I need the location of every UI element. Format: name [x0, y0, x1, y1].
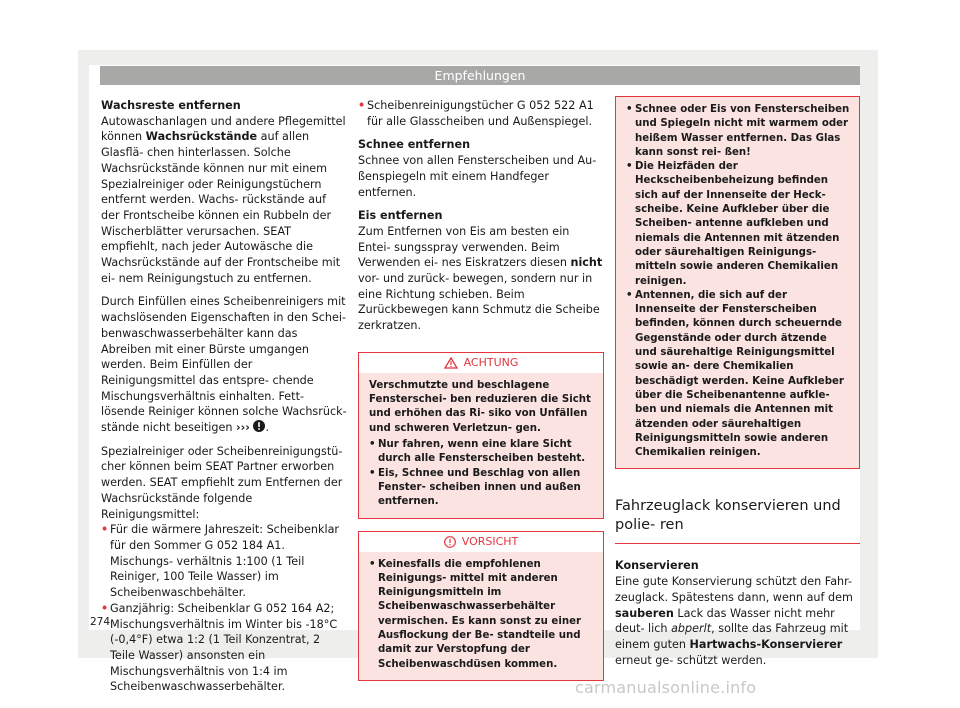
- paragraph-schnee: Schnee von allen Fensterscheiben und Au- ßenspiegeln mit einem Handfeger entfernen.: [358, 154, 597, 199]
- caution-box-header: VORSICHT: [359, 532, 603, 552]
- warning-box-header: ACHTUNG: [359, 353, 603, 373]
- paragraph-wachs-1: Autowaschanlagen und andere Pflegemittel können Wachsrückstände auf allen Glasflä- chen hinterlassen. Solche Wachsrückstände können nur mit einem Spezialreiniger oder Reinigungstüchern entfernt werden. Wachs- rückstände auf der Frontscheibe können ein Rubbeln der Wischerblätter verursachen. SEAT empfiehlt, nach jeder Autowäsche die Wachsrückstände auf der Frontscheibe mit ei- nem Reinigungstuch zu entfernen.: [101, 114, 346, 285]
- heading-schnee: Schnee entfernen: [358, 138, 471, 152]
- column-left: [101, 98, 347, 695]
- caution-box-continued: [615, 96, 860, 469]
- list-item: • Nur fahren, wenn eine klare Sicht durch alle Fensterscheiben besteht.: [369, 439, 586, 465]
- heading-konservieren: Konservieren: [615, 559, 699, 573]
- column-middle: [358, 98, 604, 681]
- paragraph-wachs-2: Durch Einfüllen eines Scheibenreinigers mit wachslösenden Eigenschaften in den Schei- benwaschwasserbehälter kann das Abreiben mit einer Bürste umgangen werden. Beim Einfüllen der Reinigungsmittel das entspre- chende Mischungsverhältnis einhalten. Fett- lösende Reiniger können solche Wachsrück- stände nicht beseitigen ››› .: [101, 295, 347, 435]
- page-number: 274: [90, 616, 111, 628]
- page-header: Empfehlungen: [100, 66, 860, 85]
- list-item: • Schnee oder Eis von Fensterscheiben und Spiegeln nicht mit warmem oder heißem Wasser entfernen. Das Glas kann sonst rei- ßen!: [626, 104, 850, 158]
- heading-wachsreste: Wachsreste entfernen: [101, 99, 241, 112]
- caution-box-body: [616, 97, 859, 468]
- caution-box-vorsicht: [358, 531, 604, 681]
- paragraph-konservieren: Eine gute Konservierung schützt den Fahr- zeuglack. Spätestens dann, wenn auf dem sauberen Lack das Wasser nicht mehr deut- lich abperlt, sollte das Fahrzeug mit einem guten Hartwachs-Konservierer erneut ge- schützt werden.: [615, 575, 853, 667]
- paragraph-eis: Zum Entfernen von Eis am besten ein Entei- sungsspray verwenden. Beim Verwenden ei- nes Eiskratzers diesen nicht vor- und zurück- bewegen, sondern nur in eine Richtung schieben. Beim Zurückbewegen kann Schmutz die Scheibe zerkratzen.: [358, 224, 603, 333]
- watermark: carmanualsonline.info: [575, 678, 757, 697]
- warning-box-achtung: [358, 352, 604, 519]
- list-item: • Keinesfalls die empfohlenen Reinigungs- mittel mit anderen Reinigungsmitteln im Scheibenwaschwasserbehälter vermischen. Es kann sonst zu einer Ausflockung der Be- standteile und damit zur Verstopfung der Scheibenwaschdüsen kommen.: [369, 558, 581, 670]
- section-title: Fahrzeuglack konservieren und polie- ren: [615, 497, 860, 544]
- warning-box-body: Verschmutzte und beschlagene Fensterschei- ben reduzieren die Sicht und erhöhen das Ri- siko von Unfällen und schweren Verletzun- gen. • Nur fahren, wenn eine klare Sicht durch alle Fensterscheiben besteht. • Eis, Schnee und Beschlag von allen Fenster- scheiben innen und außen entfernen.: [359, 373, 603, 518]
- list-item: • Eis, Schnee und Beschlag von allen Fenster- scheiben innen und außen entfernen.: [369, 467, 581, 508]
- caution-box-body: [359, 552, 603, 680]
- list-item: • Die Heizfäden der Heckscheibenbeheizung befinden sich auf der Innenseite der Heck- scheibe. Keine Aufkleber über die Scheiben- antenne aufkleben und niemals die Antennen mit ätzenden oder säurehaltigen Reinigungs- mitteln sowie anderen Chemikalien reinigen.: [626, 161, 840, 287]
- list-item: • Antennen, die sich auf der Innenseite der Fensterscheiben befinden, können durch scheuernde Gegenstände oder durch ätzende und säurehaltige Reinigungsmittel sowie an- dere Chemikalien beschädigt werden. Keine Aufkleber über die Scheibenantenne aufkle- ben und niemals die Antennen mit ätzenden oder säurehaltigen Reinigungsmitteln sowie anderen Chemikalien reinigen.: [626, 289, 844, 459]
- list-item: • Scheibenreinigungstücher G 052 522 A1 für alle Glasscheiben und Außenspiegel.: [358, 99, 594, 128]
- list-item: • Für die wärmere Jahreszeit: Scheibenklar für den Sommer G 052 184 A1. Mischungs- verhältnis 1:100 (1 Teil Reiniger, 100 Teile Wasser) im Scheibenwaschbehälter.: [101, 523, 340, 600]
- exclamation-circle-icon: [444, 536, 456, 548]
- column-right: [615, 98, 860, 668]
- list-item: • Ganzjährig: Scheibenklar G 052 164 A2; Mischungsverhältnis im Winter bis -18°C (-0,4°F) etwa 1:2 (1 Teil Konzentrat, 2 Teile Wasser) ansonsten ein Mischungsverhältnis von 1:4 im Scheibenwaschwasserbehälter.: [101, 601, 338, 694]
- cross-reference[interactable]: ›››: [236, 421, 250, 435]
- info-circle-icon: [253, 420, 265, 432]
- paragraph-wachs-3: Spezialreiniger oder Scheibenreinigungstü- cher können beim SEAT Partner erworben werden. SEAT empfiehlt zum Entfernen der Wachsrückstände folgende Reinigungsmittel:: [101, 444, 343, 521]
- warning-triangle-icon: [444, 357, 458, 369]
- heading-eis: Eis entfernen: [358, 209, 443, 223]
